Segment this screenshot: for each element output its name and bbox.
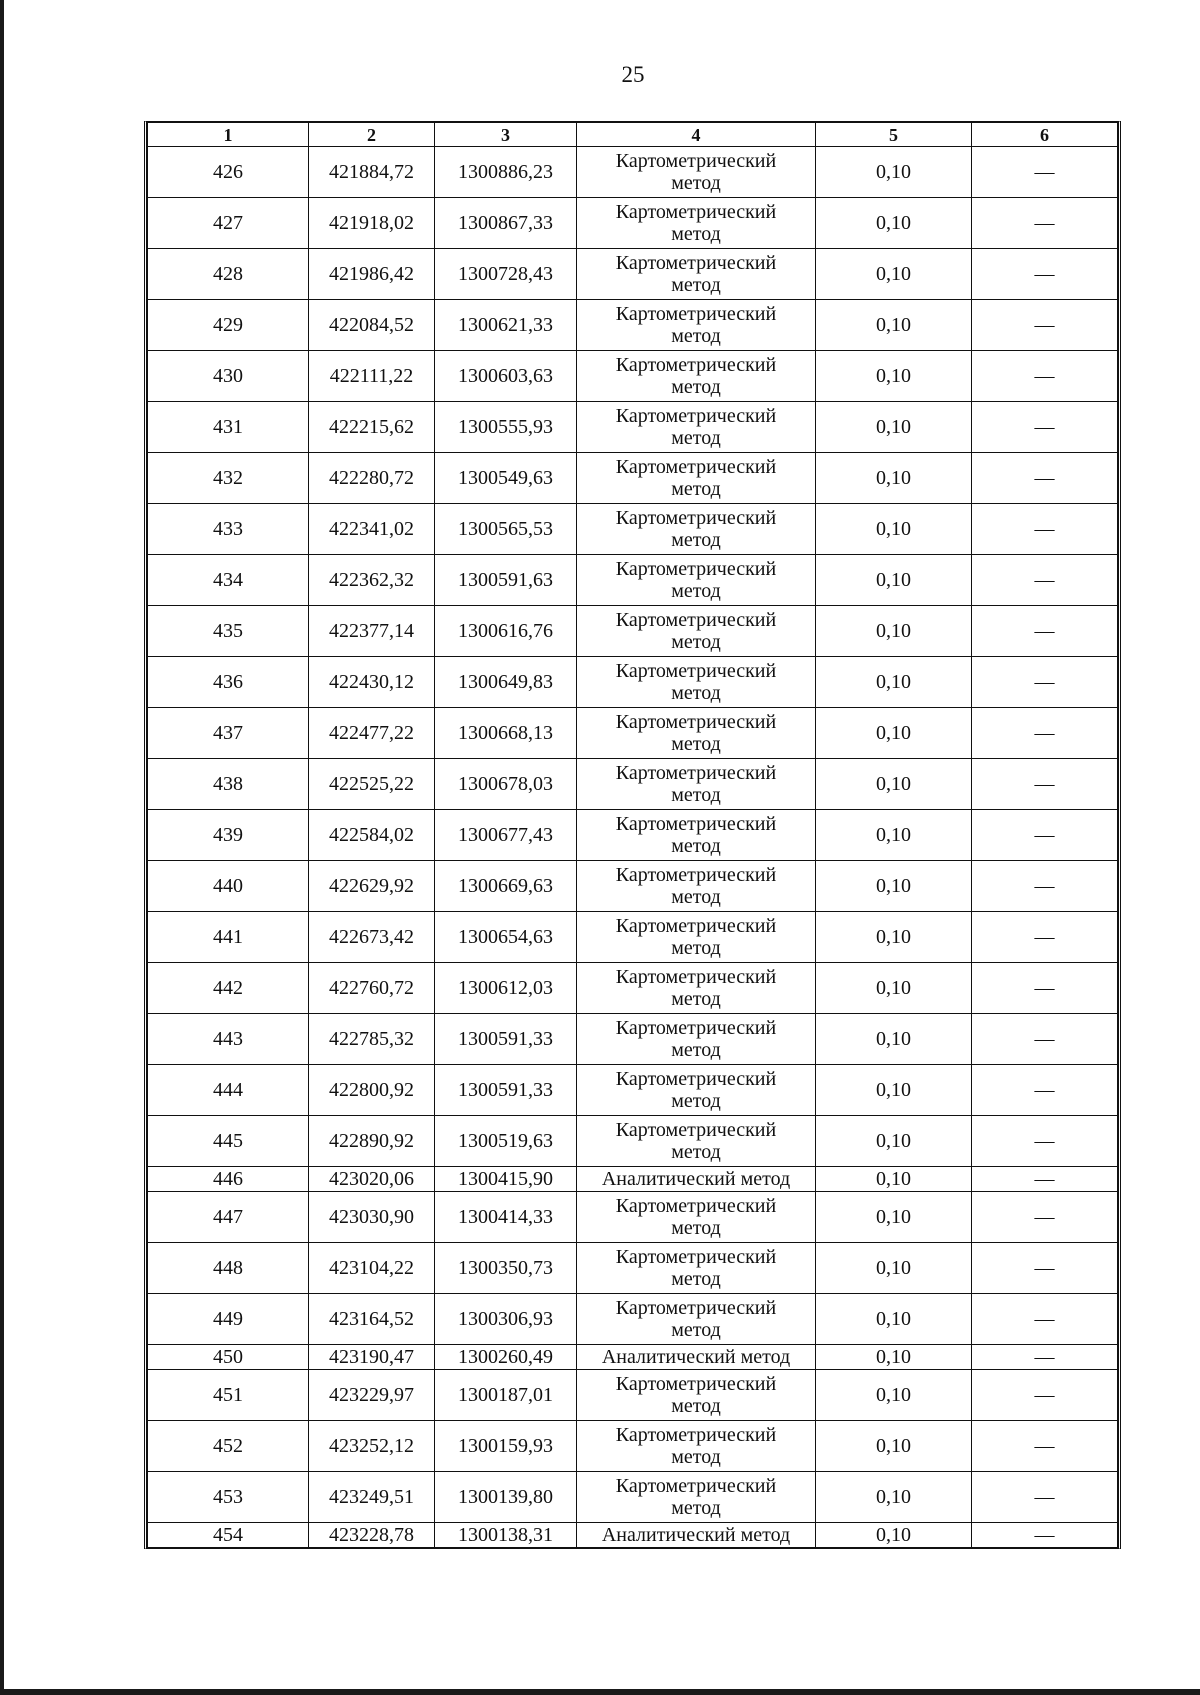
x-coordinate-cell: 423104,22 (309, 1243, 435, 1294)
point-number-cell: 439 (148, 810, 309, 861)
table-row (148, 759, 1118, 810)
method-text-line: Картометрический (615, 201, 777, 223)
method-cell (577, 249, 816, 300)
table-row (148, 249, 1118, 300)
method-cell (577, 1116, 816, 1167)
x-coordinate-cell: 422673,42 (309, 912, 435, 963)
method-text-line: Картометрический (615, 660, 777, 682)
method-cell (577, 504, 816, 555)
point-number-cell: 446 (148, 1167, 309, 1192)
method-text-line: метод (671, 1141, 721, 1163)
y-coordinate-cell: 1300728,43 (435, 249, 577, 300)
note-cell: — (972, 1116, 1118, 1167)
method-cell (577, 555, 816, 606)
note-cell: — (972, 249, 1118, 300)
scan-border-left (0, 0, 4, 1695)
method-text-line: Картометрический (615, 609, 777, 631)
method-text-line: метод (671, 886, 721, 908)
method-text-line: метод (671, 427, 721, 449)
method-text-line: Картометрический (615, 1119, 777, 1141)
method-text-line: Картометрический (615, 1068, 777, 1090)
table-row (148, 402, 1118, 453)
note-cell: — (972, 1243, 1118, 1294)
method-cell (577, 1472, 816, 1523)
error-value-cell: 0,10 (816, 708, 972, 759)
point-number-cell: 450 (148, 1345, 309, 1370)
error-value-cell: 0,10 (816, 759, 972, 810)
x-coordinate-cell: 423030,90 (309, 1192, 435, 1243)
table-row (148, 1294, 1118, 1345)
note-cell: — (972, 861, 1118, 912)
y-coordinate-cell: 1300414,33 (435, 1192, 577, 1243)
method-cell (577, 759, 816, 810)
x-coordinate-cell: 423229,97 (309, 1370, 435, 1421)
table-row (148, 963, 1118, 1014)
error-value-cell: 0,10 (816, 1345, 972, 1370)
y-coordinate-cell: 1300591,63 (435, 555, 577, 606)
point-number-cell: 442 (148, 963, 309, 1014)
method-text-line: метод (671, 835, 721, 857)
method-text-line: Аналитический метод (601, 1524, 791, 1546)
method-text-line: метод (671, 784, 721, 806)
method-text-line: метод (671, 1217, 721, 1239)
method-text-line: Картометрический (615, 1297, 777, 1319)
error-value-cell: 0,10 (816, 249, 972, 300)
error-value-cell: 0,10 (816, 555, 972, 606)
y-coordinate-cell: 1300654,63 (435, 912, 577, 963)
point-number-cell: 432 (148, 453, 309, 504)
x-coordinate-cell: 422477,22 (309, 708, 435, 759)
x-coordinate-cell: 422890,92 (309, 1116, 435, 1167)
coordinates-table (147, 122, 1118, 1548)
method-text-line: Картометрический (615, 456, 777, 478)
method-text-line: Картометрический (615, 507, 777, 529)
method-text-line: Картометрический (615, 864, 777, 886)
table-row (148, 198, 1118, 249)
coordinates-table-frame (144, 121, 1121, 1549)
y-coordinate-cell: 1300603,63 (435, 351, 577, 402)
method-cell (577, 1370, 816, 1421)
method-text-line: метод (671, 223, 721, 245)
note-cell: — (972, 555, 1118, 606)
point-number-cell: 451 (148, 1370, 309, 1421)
point-number-cell: 431 (148, 402, 309, 453)
error-value-cell: 0,10 (816, 1014, 972, 1065)
point-number-cell: 447 (148, 1192, 309, 1243)
table-row (148, 861, 1118, 912)
method-text-line: Картометрический (615, 1195, 777, 1217)
point-number-cell: 436 (148, 657, 309, 708)
method-text-line: метод (671, 1090, 721, 1112)
y-coordinate-cell: 1300187,01 (435, 1370, 577, 1421)
x-coordinate-cell: 422215,62 (309, 402, 435, 453)
x-coordinate-cell: 423228,78 (309, 1523, 435, 1548)
error-value-cell: 0,10 (816, 861, 972, 912)
x-coordinate-cell: 422584,02 (309, 810, 435, 861)
point-number-cell: 427 (148, 198, 309, 249)
method-text-line: метод (671, 1497, 721, 1519)
error-value-cell: 0,10 (816, 402, 972, 453)
table-header-row (148, 123, 1118, 147)
method-text-line: метод (671, 478, 721, 500)
method-text-line: Картометрический (615, 813, 777, 835)
error-value-cell: 0,10 (816, 1167, 972, 1192)
point-number-cell: 435 (148, 606, 309, 657)
table-row (148, 810, 1118, 861)
note-cell: — (972, 1167, 1118, 1192)
x-coordinate-cell: 422362,32 (309, 555, 435, 606)
method-cell (577, 402, 816, 453)
method-cell (577, 1294, 816, 1345)
method-cell (577, 1192, 816, 1243)
method-cell (577, 606, 816, 657)
method-cell (577, 810, 816, 861)
error-value-cell: 0,10 (816, 453, 972, 504)
table-row (148, 1523, 1118, 1548)
method-text-line: метод (671, 631, 721, 653)
point-number-cell: 430 (148, 351, 309, 402)
note-cell: — (972, 657, 1118, 708)
note-cell: — (972, 1472, 1118, 1523)
table-row (148, 912, 1118, 963)
method-text-line: Картометрический (615, 354, 777, 376)
note-cell: — (972, 1421, 1118, 1472)
note-cell: — (972, 1014, 1118, 1065)
note-cell: — (972, 402, 1118, 453)
point-number-cell: 438 (148, 759, 309, 810)
table-row (148, 300, 1118, 351)
y-coordinate-cell: 1300519,63 (435, 1116, 577, 1167)
note-cell: — (972, 1294, 1118, 1345)
x-coordinate-cell: 422785,32 (309, 1014, 435, 1065)
method-cell (577, 1065, 816, 1116)
method-cell (577, 300, 816, 351)
note-cell: — (972, 708, 1118, 759)
method-cell (577, 351, 816, 402)
y-coordinate-cell: 1300565,53 (435, 504, 577, 555)
x-coordinate-cell: 422430,12 (309, 657, 435, 708)
table-row (148, 1345, 1118, 1370)
x-coordinate-cell: 422525,22 (309, 759, 435, 810)
method-text-line: метод (671, 682, 721, 704)
method-text-line: Картометрический (615, 1017, 777, 1039)
x-coordinate-cell: 421884,72 (309, 147, 435, 198)
y-coordinate-cell: 1300591,33 (435, 1014, 577, 1065)
y-coordinate-cell: 1300867,33 (435, 198, 577, 249)
error-value-cell: 0,10 (816, 300, 972, 351)
table-row (148, 1243, 1118, 1294)
y-coordinate-cell: 1300669,63 (435, 861, 577, 912)
note-cell: — (972, 453, 1118, 504)
note-cell: — (972, 1370, 1118, 1421)
method-cell (577, 912, 816, 963)
y-coordinate-cell: 1300678,03 (435, 759, 577, 810)
note-cell: — (972, 300, 1118, 351)
y-coordinate-cell: 1300886,23 (435, 147, 577, 198)
method-text-line: Аналитический метод (601, 1346, 791, 1368)
column-header-1: 1 (148, 123, 309, 147)
method-cell (577, 1523, 816, 1548)
method-text-line: метод (671, 1268, 721, 1290)
table-row (148, 1167, 1118, 1192)
error-value-cell: 0,10 (816, 1192, 972, 1243)
x-coordinate-cell: 423190,47 (309, 1345, 435, 1370)
method-text-line: метод (671, 274, 721, 296)
note-cell: — (972, 912, 1118, 963)
method-text-line: Аналитический метод (601, 1168, 791, 1190)
note-cell: — (972, 1345, 1118, 1370)
error-value-cell: 0,10 (816, 606, 972, 657)
method-text-line: метод (671, 580, 721, 602)
point-number-cell: 428 (148, 249, 309, 300)
x-coordinate-cell: 423252,12 (309, 1421, 435, 1472)
method-text-line: Картометрический (615, 558, 777, 580)
method-text-line: Картометрический (615, 1475, 777, 1497)
method-cell (577, 963, 816, 1014)
table-row (148, 657, 1118, 708)
point-number-cell: 433 (148, 504, 309, 555)
error-value-cell: 0,10 (816, 504, 972, 555)
x-coordinate-cell: 423249,51 (309, 1472, 435, 1523)
column-header-3: 3 (435, 123, 577, 147)
point-number-cell: 441 (148, 912, 309, 963)
note-cell: — (972, 504, 1118, 555)
table-row (148, 1116, 1118, 1167)
error-value-cell: 0,10 (816, 657, 972, 708)
x-coordinate-cell: 422377,14 (309, 606, 435, 657)
method-cell (577, 1421, 816, 1472)
method-text-line: метод (671, 325, 721, 347)
point-number-cell: 426 (148, 147, 309, 198)
error-value-cell: 0,10 (816, 1116, 972, 1167)
point-number-cell: 429 (148, 300, 309, 351)
y-coordinate-cell: 1300591,33 (435, 1065, 577, 1116)
method-text-line: Картометрический (615, 762, 777, 784)
method-text-line: Картометрический (615, 150, 777, 172)
y-coordinate-cell: 1300159,93 (435, 1421, 577, 1472)
method-text-line: Картометрический (615, 252, 777, 274)
x-coordinate-cell: 422084,52 (309, 300, 435, 351)
point-number-cell: 440 (148, 861, 309, 912)
method-text-line: метод (671, 172, 721, 194)
method-text-line: Картометрический (615, 711, 777, 733)
method-cell (577, 1243, 816, 1294)
method-text-line: метод (671, 1319, 721, 1341)
method-text-line: Картометрический (615, 915, 777, 937)
y-coordinate-cell: 1300555,93 (435, 402, 577, 453)
x-coordinate-cell: 422760,72 (309, 963, 435, 1014)
error-value-cell: 0,10 (816, 198, 972, 249)
table-row (148, 555, 1118, 606)
table-row (148, 147, 1118, 198)
method-text-line: метод (671, 988, 721, 1010)
point-number-cell: 449 (148, 1294, 309, 1345)
method-text-line: метод (671, 529, 721, 551)
note-cell: — (972, 963, 1118, 1014)
table-row (148, 504, 1118, 555)
point-number-cell: 443 (148, 1014, 309, 1065)
page-number: 25 (621, 62, 645, 87)
point-number-cell: 452 (148, 1421, 309, 1472)
point-number-cell: 437 (148, 708, 309, 759)
y-coordinate-cell: 1300415,90 (435, 1167, 577, 1192)
table-row (148, 708, 1118, 759)
error-value-cell: 0,10 (816, 1243, 972, 1294)
error-value-cell: 0,10 (816, 1294, 972, 1345)
method-text-line: метод (671, 733, 721, 755)
point-number-cell: 453 (148, 1472, 309, 1523)
scan-border-bottom (0, 1689, 1200, 1695)
method-text-line: Картометрический (615, 405, 777, 427)
method-cell (577, 1167, 816, 1192)
method-text-line: Картометрический (615, 1246, 777, 1268)
column-header-2: 2 (309, 123, 435, 147)
error-value-cell: 0,10 (816, 351, 972, 402)
y-coordinate-cell: 1300260,49 (435, 1345, 577, 1370)
method-text-line: метод (671, 1039, 721, 1061)
method-text-line: Картометрический (615, 1424, 777, 1446)
note-cell: — (972, 759, 1118, 810)
method-text-line: метод (671, 937, 721, 959)
y-coordinate-cell: 1300649,83 (435, 657, 577, 708)
error-value-cell: 0,10 (816, 147, 972, 198)
y-coordinate-cell: 1300621,33 (435, 300, 577, 351)
x-coordinate-cell: 422800,92 (309, 1065, 435, 1116)
table-row (148, 453, 1118, 504)
x-coordinate-cell: 423020,06 (309, 1167, 435, 1192)
error-value-cell: 0,10 (816, 963, 972, 1014)
table-row (148, 1065, 1118, 1116)
table-row (148, 606, 1118, 657)
x-coordinate-cell: 422341,02 (309, 504, 435, 555)
y-coordinate-cell: 1300616,76 (435, 606, 577, 657)
method-text-line: метод (671, 1446, 721, 1468)
column-header-6: 6 (972, 123, 1118, 147)
x-coordinate-cell: 423164,52 (309, 1294, 435, 1345)
note-cell: — (972, 147, 1118, 198)
error-value-cell: 0,10 (816, 1065, 972, 1116)
point-number-cell: 448 (148, 1243, 309, 1294)
table-row (148, 1370, 1118, 1421)
error-value-cell: 0,10 (816, 1523, 972, 1548)
y-coordinate-cell: 1300612,03 (435, 963, 577, 1014)
method-cell (577, 861, 816, 912)
method-text-line: Картометрический (615, 303, 777, 325)
note-cell: — (972, 1065, 1118, 1116)
note-cell: — (972, 198, 1118, 249)
x-coordinate-cell: 421986,42 (309, 249, 435, 300)
column-header-4: 4 (577, 123, 816, 147)
method-text-line: метод (671, 1395, 721, 1417)
y-coordinate-cell: 1300549,63 (435, 453, 577, 504)
note-cell: — (972, 810, 1118, 861)
table-body (148, 147, 1118, 1548)
x-coordinate-cell: 422111,22 (309, 351, 435, 402)
method-text-line: Картометрический (615, 966, 777, 988)
error-value-cell: 0,10 (816, 1472, 972, 1523)
method-cell (577, 1345, 816, 1370)
y-coordinate-cell: 1300668,13 (435, 708, 577, 759)
y-coordinate-cell: 1300139,80 (435, 1472, 577, 1523)
table-row (148, 1472, 1118, 1523)
error-value-cell: 0,10 (816, 810, 972, 861)
table-row (148, 351, 1118, 402)
point-number-cell: 445 (148, 1116, 309, 1167)
column-header-5: 5 (816, 123, 972, 147)
method-cell (577, 198, 816, 249)
y-coordinate-cell: 1300306,93 (435, 1294, 577, 1345)
method-text-line: Картометрический (615, 1373, 777, 1395)
error-value-cell: 0,10 (816, 912, 972, 963)
error-value-cell: 0,10 (816, 1370, 972, 1421)
point-number-cell: 454 (148, 1523, 309, 1548)
x-coordinate-cell: 421918,02 (309, 198, 435, 249)
method-text-line: метод (671, 376, 721, 398)
note-cell: — (972, 1192, 1118, 1243)
table-row (148, 1192, 1118, 1243)
x-coordinate-cell: 422629,92 (309, 861, 435, 912)
method-cell (577, 708, 816, 759)
y-coordinate-cell: 1300350,73 (435, 1243, 577, 1294)
method-cell (577, 147, 816, 198)
error-value-cell: 0,10 (816, 1421, 972, 1472)
y-coordinate-cell: 1300138,31 (435, 1523, 577, 1548)
table-row (148, 1014, 1118, 1065)
point-number-cell: 434 (148, 555, 309, 606)
method-cell (577, 657, 816, 708)
point-number-cell: 444 (148, 1065, 309, 1116)
note-cell: — (972, 606, 1118, 657)
note-cell: — (972, 1523, 1118, 1548)
table-row (148, 1421, 1118, 1472)
x-coordinate-cell: 422280,72 (309, 453, 435, 504)
method-cell (577, 1014, 816, 1065)
y-coordinate-cell: 1300677,43 (435, 810, 577, 861)
method-cell (577, 453, 816, 504)
note-cell: — (972, 351, 1118, 402)
